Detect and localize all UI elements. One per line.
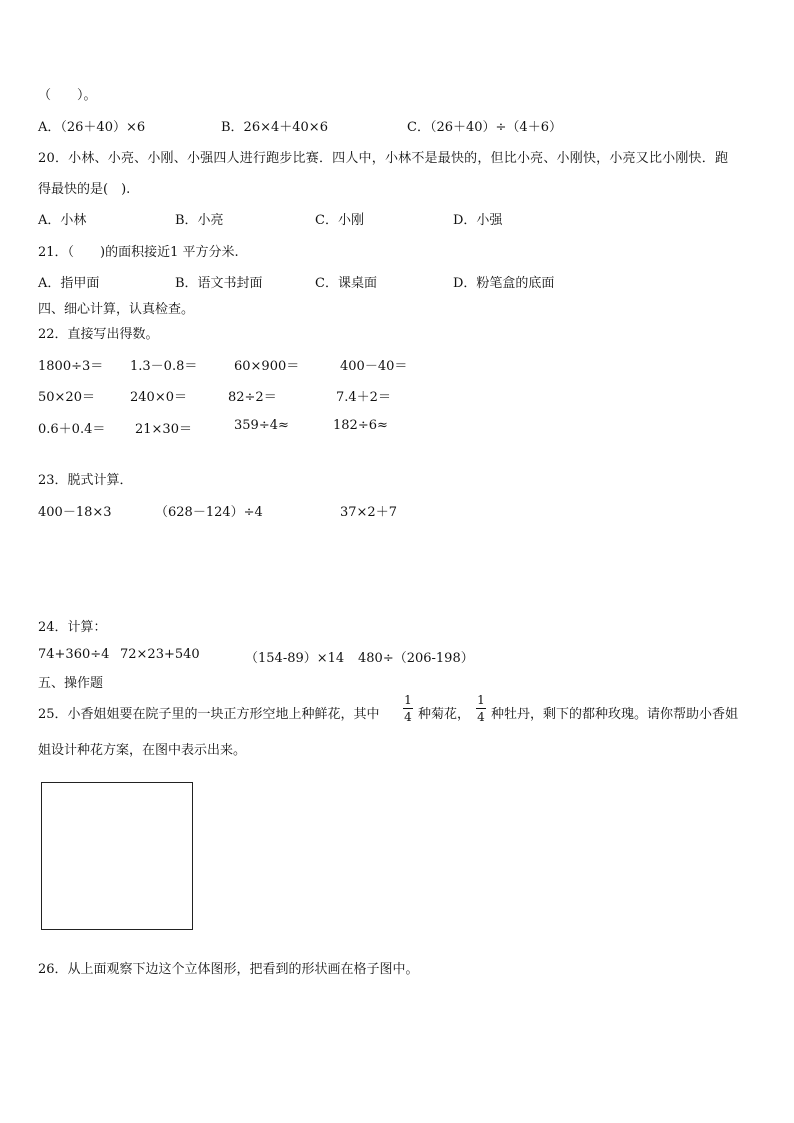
fraction-numerator: 1 — [404, 693, 412, 707]
fraction-one-quarter — [476, 694, 486, 723]
q21-option-d: D．粉笔盒的底面 — [453, 276, 555, 291]
q19-tail: （ ）。 — [38, 88, 97, 103]
q22-item: 82÷2＝ — [228, 390, 277, 405]
q24-title: 24．计算： — [38, 620, 107, 635]
q22-item: 400－40＝ — [340, 359, 408, 374]
fraction-bar — [476, 708, 486, 709]
fraction-numerator: 1 — [477, 693, 485, 707]
q22-item: 21×30＝ — [135, 422, 192, 437]
q24-item: （154-89）×14 — [245, 651, 345, 666]
q24-item: 72×23+540 — [120, 647, 200, 662]
q26-stem: 26．从上面观察下边这个立体图形，把看到的形状画在格子图中。 — [38, 962, 419, 977]
q20-option-c: C．小刚 — [315, 213, 364, 228]
q21-option-b: B．语文书封面 — [175, 276, 263, 291]
q25-stem-part2: 种菊花， — [418, 707, 471, 722]
q22-item: 0.6＋0.4＝ — [38, 422, 106, 437]
q25-stem-part3: 种牡丹，剩下的都种玫瑰。请你帮助小香姐 — [491, 707, 739, 722]
q22-title: 22．直接写出得数。 — [38, 327, 159, 342]
square-plot-figure — [41, 782, 193, 930]
q20-stem-line2: 得最快的是( ). — [38, 182, 131, 197]
q20-option-a: A．小林 — [38, 213, 87, 228]
q22-item: 7.4＋2＝ — [336, 390, 391, 405]
fraction-bar — [403, 708, 413, 709]
q23-item: 37×2＋7 — [340, 505, 397, 520]
q21-option-c: C．课桌面 — [315, 276, 377, 291]
q22-item: 1800÷3＝ — [38, 359, 104, 374]
q22-item: 60×900＝ — [234, 359, 300, 374]
fraction-denominator: 4 — [477, 710, 485, 724]
q20-option-d: D．小强 — [453, 213, 503, 228]
q22-item: 359÷4≈ — [234, 418, 289, 433]
section-4-heading: 四、细心计算，认真检查。 — [38, 302, 195, 317]
q22-item: 182÷6≈ — [333, 418, 388, 433]
q22-item: 1.3－0.8＝ — [130, 359, 198, 374]
fraction-one-quarter — [403, 694, 413, 723]
q23-item: （628－124）÷4 — [155, 505, 263, 520]
section-5-heading: 五、操作题 — [38, 676, 104, 691]
fraction-denominator: 4 — [404, 710, 412, 724]
q24-item: 74+360÷4 — [38, 647, 110, 662]
q20-stem-line1: 20．小林、小亮、小刚、小强四人进行跑步比赛．四人中，小林不是最快的，但比小亮、小刚快，小亮又比小刚快．跑 — [38, 151, 729, 166]
q22-item: 50×20＝ — [38, 390, 95, 405]
q21-option-a: A．指甲面 — [38, 276, 100, 291]
q25-stem-line2: 姐设计种花方案，在图中表示出来。 — [38, 743, 247, 758]
q20-option-b: B．小亮 — [175, 213, 224, 228]
q23-item: 400－18×3 — [38, 505, 112, 520]
q25-stem-part1: 25．小香姐姐要在院子里的一块正方形空地上种鲜花，其中 — [38, 707, 380, 722]
q19-option-a: A．（26＋40）×6 — [38, 120, 146, 135]
q24-item: 480÷（206-198） — [358, 651, 474, 666]
q21-stem: 21．（ )的面积接近1 平方分米. — [38, 245, 239, 260]
q19-option-c: C．（26＋40）÷（4＋6） — [407, 120, 562, 135]
q23-title: 23．脱式计算． — [38, 473, 133, 488]
q22-item: 240×0＝ — [130, 390, 187, 405]
q19-option-b: B．26×4＋40×6 — [221, 120, 328, 135]
